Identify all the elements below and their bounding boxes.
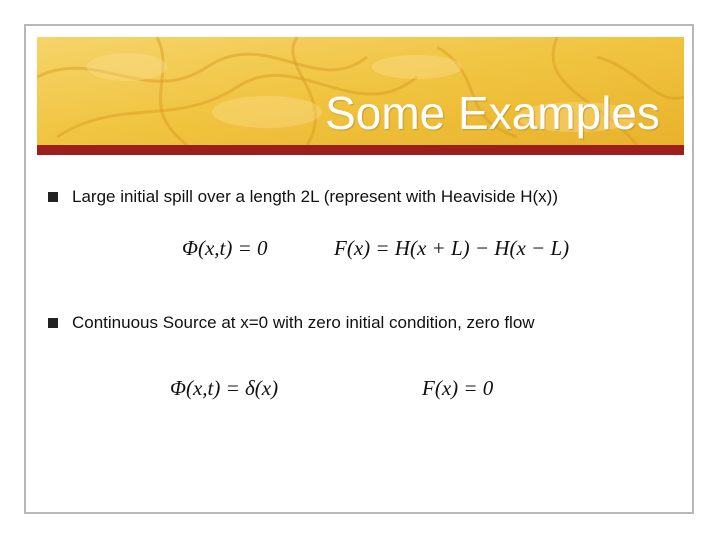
equation-source-term: Φ(x,t) = δ(x): [170, 376, 279, 400]
bullet-item-2: [48, 313, 535, 333]
equation-initial-condition: Φ(x,t) = 0: [182, 236, 268, 260]
square-bullet-icon: [48, 318, 58, 328]
slide-title: Some Examples: [325, 87, 660, 139]
bullet-text: Continuous Source at x=0 with zero initial condition, zero flow: [72, 313, 535, 332]
bullet-item-1: [48, 187, 558, 207]
equation-initial-function: F(x) = H(x + L) − H(x − L): [334, 236, 570, 260]
square-bullet-icon: [48, 192, 58, 202]
equation-initial-function: F(x) = 0: [422, 376, 494, 400]
accent-bar: [37, 145, 684, 155]
bullet-text: Large initial spill over a length 2L (represent with Heaviside H(x)): [72, 187, 558, 206]
